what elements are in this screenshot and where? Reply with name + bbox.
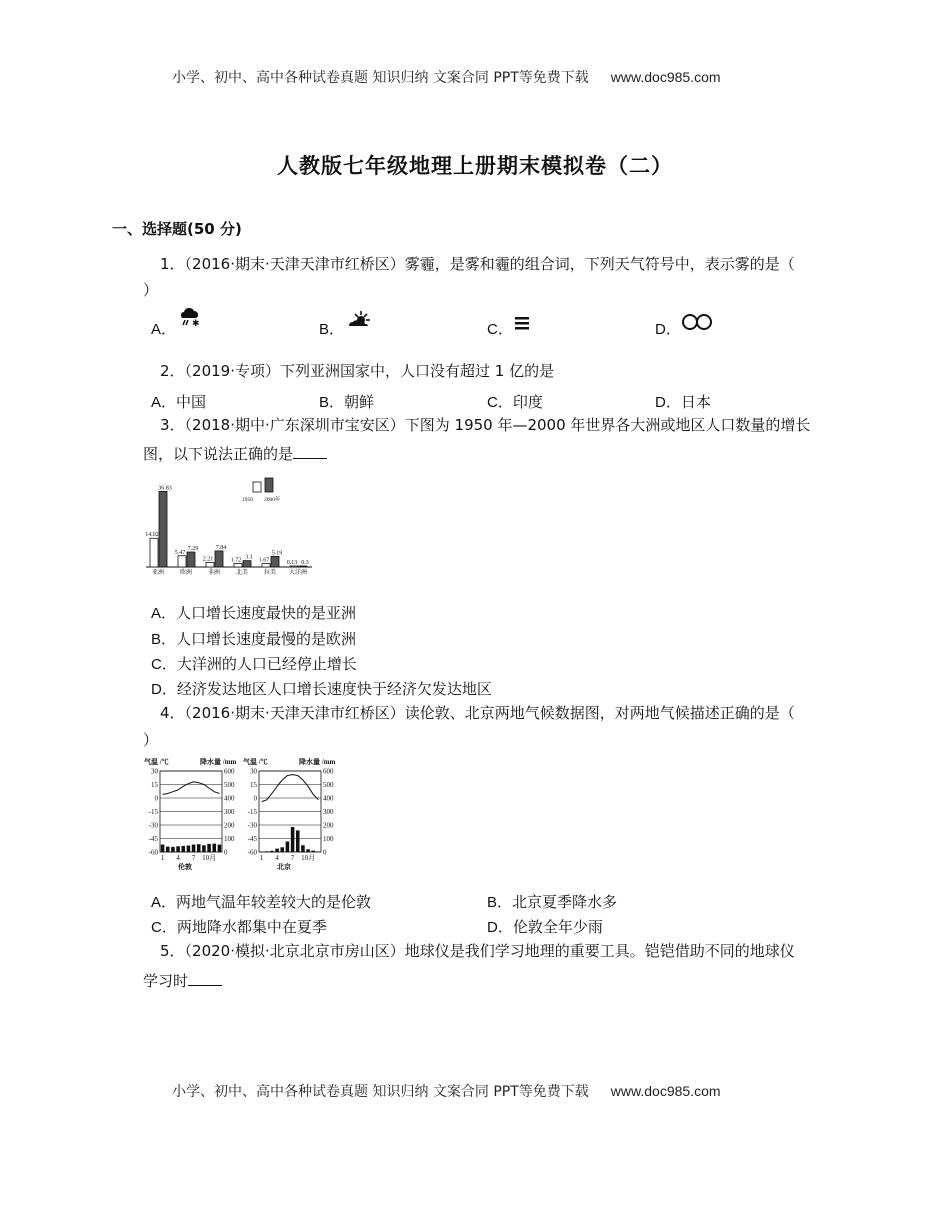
climate-panel-北京	[243, 757, 336, 871]
precip-tick: 100	[224, 835, 235, 843]
q1-option-c-key: C．	[487, 321, 513, 338]
q4-option-c-key: C．	[151, 919, 177, 936]
q2-option-d[interactable]	[655, 391, 711, 412]
q1-option-b-key: B．	[319, 321, 345, 338]
bar-2000年-非洲	[215, 551, 223, 567]
q3-option-c-text: 大洋洲的人口已经停止增长	[176, 655, 357, 673]
q5-stem-cont	[143, 968, 222, 994]
bar-label-2000年-非洲: 7.84	[215, 544, 227, 551]
footer-url[interactable]: www.doc985.com	[610, 1083, 721, 1099]
climate-charts	[142, 757, 342, 877]
q1-option-c[interactable]	[487, 318, 513, 339]
q2-option-c-key: C．	[487, 394, 513, 411]
month-tick: 10月	[301, 854, 316, 862]
bar-1950-亚洲	[150, 538, 158, 567]
month-tick: 1	[160, 854, 165, 862]
precip-bar-伦敦-2	[166, 847, 170, 852]
climate-panel-伦敦	[144, 757, 237, 871]
q5-answer-blank[interactable]	[188, 971, 222, 986]
q2-option-a-text: 中国	[176, 393, 207, 411]
q3-answer-blank[interactable]	[293, 444, 327, 459]
page-footer	[172, 1081, 721, 1101]
month-tick: 7	[290, 854, 295, 862]
bar-label-2000年-北美: 3.1	[245, 554, 253, 561]
bar-label-2000年-欧洲: 7.29	[187, 546, 199, 553]
legend-swatch-2000年	[265, 478, 273, 492]
q4-option-a-text: 两地气温年较差较大的是伦敦	[176, 893, 372, 911]
precip-bar-北京-9	[301, 845, 305, 852]
precip-bar-伦敦-12	[218, 845, 222, 852]
page-header	[172, 67, 721, 87]
month-tick: 7	[191, 854, 196, 862]
q2-option-c[interactable]	[487, 391, 543, 412]
q3-stem: 3．（2018·期中·广东深圳市宝安区）下图为 1950 年—2000 年世界各大洲或地区人口数量的增长	[160, 416, 811, 434]
precip-axis-label: 降水量 /mm	[299, 758, 336, 766]
sleet-snow-icon	[179, 306, 203, 328]
q3-option-d-text: 经济发达地区人口增长速度快于经济欠发达地区	[176, 680, 492, 698]
q2-option-a[interactable]	[151, 391, 206, 412]
month-tick: 4	[176, 854, 180, 862]
svg-text:✱: ✱	[192, 318, 200, 328]
temp-axis-label: 气温 /℃	[243, 758, 268, 766]
precip-bar-伦敦-3	[171, 847, 175, 852]
sun-cloud-icon	[347, 310, 373, 330]
q1-option-b[interactable]	[319, 318, 344, 339]
q3-option-d-key: D．	[151, 681, 177, 698]
temp-tick: -45	[148, 835, 158, 843]
q4-option-d[interactable]	[487, 916, 603, 937]
precip-tick: 0	[323, 848, 327, 857]
category-label-亚洲: 亚洲	[151, 570, 165, 575]
q4-option-b[interactable]	[487, 891, 617, 912]
q2-option-b-key: B．	[319, 394, 345, 411]
legend-label-2000年: 2000年	[264, 497, 281, 503]
q3-option-a-text: 人口增长速度最快的是亚洲	[176, 604, 357, 622]
category-label-欧洲: 欧洲	[179, 570, 193, 575]
bar-1950-北美	[234, 563, 242, 567]
q1-option-a[interactable]	[151, 318, 200, 339]
population-growth-chart	[140, 470, 315, 575]
q4-option-a-key: A．	[151, 894, 177, 911]
precip-bar-伦敦-10	[207, 844, 211, 852]
precip-bar-伦敦-6	[187, 846, 191, 852]
temp-tick: -45	[247, 835, 257, 843]
category-label-拉美: 拉美	[263, 570, 277, 575]
precip-axis-label: 降水量 /mm	[200, 758, 237, 766]
q3-option-b[interactable]	[151, 628, 356, 649]
precip-bar-北京-11	[311, 851, 315, 852]
temp-tick: -30	[247, 821, 257, 830]
q4-option-b-key: B．	[487, 894, 513, 911]
precip-bar-北京-2	[265, 851, 269, 852]
precip-tick: 200	[224, 821, 235, 830]
category-label-北美: 北美	[235, 570, 249, 575]
temp-axis-label: 气温 /℃	[144, 758, 169, 766]
header-text: 小学、初中、高中各种试卷真题 知识归纳 文案合同 PPT等免费下载	[172, 70, 589, 86]
section-heading: 一、选择题(50 分)	[112, 220, 242, 238]
temp-tick: -30	[148, 821, 158, 830]
precip-bar-伦敦-8	[197, 844, 201, 852]
precip-tick: 400	[323, 794, 334, 803]
q3-option-b-text: 人口增长速度最慢的是欧洲	[176, 630, 357, 648]
month-tick: 1	[259, 854, 264, 862]
month-tick: 4	[275, 854, 279, 862]
q5-stem: 5．（2020·模拟·北京北京市房山区）地球仪是我们学习地理的重要工具。铠铠借助不同的地球仪	[160, 942, 795, 960]
page-title: 人教版七年级地理上册期末模拟卷（二）	[277, 154, 673, 178]
q1-stem: 1．（2016·期末·天津天津市红桥区）雾霾，是雾和霾的组合词，下列天气符号中，表示雾的是（	[160, 255, 795, 273]
category-label-非洲: 非洲	[207, 570, 221, 575]
temp-tick: 0	[154, 794, 158, 803]
temp-line-北京	[262, 775, 319, 802]
precip-bar-伦敦-1	[161, 845, 165, 852]
header-url[interactable]: www.doc985.com	[610, 69, 721, 85]
precip-tick: 500	[224, 781, 235, 789]
month-tick: 10月	[202, 854, 217, 862]
q3-stem-cont-text: 图，以下说法正确的是	[143, 445, 294, 463]
bar-label-2000年-大洋洲: 0.3	[301, 560, 309, 566]
precip-bar-伦敦-4	[176, 846, 180, 852]
precip-bar-伦敦-5	[181, 846, 185, 852]
precip-tick: 300	[224, 808, 235, 816]
q3-option-d[interactable]	[151, 678, 492, 699]
precip-bar-北京-6	[286, 841, 290, 852]
q3-option-a-key: A．	[151, 605, 177, 622]
haze-infinity-icon	[681, 312, 715, 332]
q2-option-d-text: 日本	[680, 393, 711, 411]
q3-option-a[interactable]	[151, 602, 356, 623]
q1-stem-cont: ）	[143, 281, 159, 299]
q4-option-d-text: 伦敦全年少雨	[512, 918, 603, 936]
q5-stem-cont-text: 学习时	[143, 972, 189, 990]
precip-bar-北京-7	[291, 827, 295, 852]
q2-option-a-key: A．	[151, 394, 177, 411]
q3-option-c[interactable]	[151, 653, 357, 674]
bar-label-1950-大洋洲: 0.13	[286, 560, 298, 566]
q3-option-b-key: B．	[151, 631, 177, 648]
precip-bar-北京-5	[280, 847, 284, 852]
q2-option-b[interactable]	[319, 391, 374, 412]
q4-stem: 4．（2016·期末·天津天津市红桥区）读伦敦、北京两地气候数据图，对两地气候描述正确的是（	[160, 704, 795, 722]
bar-label-2000年-拉美: 5.19	[271, 550, 283, 557]
bar-1950-非洲	[206, 562, 214, 567]
q2-option-c-text: 印度	[512, 393, 543, 411]
temp-tick: 30	[151, 767, 158, 776]
bar-1950-欧洲	[178, 556, 186, 567]
bar-2000年-大洋洲	[299, 566, 307, 567]
bar-2000年-亚洲	[159, 491, 167, 567]
precip-tick: 500	[323, 781, 334, 789]
precip-tick: 200	[323, 821, 334, 830]
bar-label-1950-拉美: 1.67	[258, 557, 270, 564]
precip-tick: 400	[224, 794, 235, 803]
q4-stem-cont: ）	[143, 731, 159, 749]
fog-lines-icon	[514, 316, 532, 332]
temp-tick: -60	[148, 848, 158, 857]
legend-swatch-1950	[253, 482, 261, 492]
q1-option-d[interactable]	[655, 318, 681, 339]
q3-option-c-key: C．	[151, 656, 177, 673]
precip-bar-北京-8	[296, 830, 300, 852]
precip-tick: 600	[323, 767, 334, 776]
q4-option-c[interactable]	[151, 916, 327, 937]
bar-2000年-拉美	[271, 556, 279, 567]
category-label-大洋洲: 大洋洲	[288, 570, 308, 575]
panel-name-北京: 北京	[277, 863, 291, 871]
q1-option-a-key: A．	[151, 321, 177, 338]
panel-name-伦敦: 伦敦	[178, 863, 192, 871]
bar-label-2000年-亚洲: 36.83	[158, 485, 172, 492]
temp-line-伦敦	[163, 782, 220, 795]
legend-label-1950: 1950	[242, 497, 253, 503]
q2-stem: 2．（2019·专项）下列亚洲国家中，人口没有超过 1 亿的是	[160, 362, 555, 380]
temp-tick: -15	[148, 808, 158, 816]
bar-label-1950-亚洲: 14.02	[145, 532, 159, 539]
bar-2000年-欧洲	[187, 552, 195, 567]
precip-tick: 0	[224, 848, 228, 857]
temp-tick: 0	[253, 794, 257, 803]
temp-tick: -60	[247, 848, 257, 857]
q3-stem-cont	[143, 441, 327, 467]
precip-bar-北京-3	[270, 851, 274, 852]
q4-option-b-text: 北京夏季降水多	[512, 893, 618, 911]
temp-tick: 30	[250, 767, 257, 776]
bar-label-1950-非洲: 2.21	[202, 556, 214, 563]
q2-option-d-key: D．	[655, 394, 681, 411]
q2-option-b-text: 朝鲜	[344, 393, 375, 411]
precip-bar-伦敦-11	[212, 844, 216, 852]
temp-tick: 15	[151, 781, 158, 789]
precip-tick: 600	[224, 767, 235, 776]
precip-tick: 300	[323, 808, 334, 816]
temp-tick: 15	[250, 781, 257, 789]
q1-option-d-key: D．	[655, 321, 681, 338]
precip-tick: 100	[323, 835, 334, 843]
precip-bar-北京-10	[306, 849, 310, 852]
bar-2000年-北美	[243, 561, 251, 567]
q4-option-c-text: 两地降水都集中在夏季	[176, 918, 327, 936]
precip-bar-伦敦-7	[192, 845, 196, 852]
bar-label-1950-北美: 1.72	[230, 557, 242, 564]
q4-option-d-key: D．	[487, 919, 513, 936]
precip-bar-北京-4	[275, 849, 279, 852]
bar-1950-大洋洲	[290, 566, 298, 567]
bar-label-1950-欧洲: 5.47	[174, 549, 186, 556]
temp-tick: -15	[247, 808, 257, 816]
bar-1950-拉美	[262, 564, 270, 567]
precip-bar-伦敦-9	[202, 845, 206, 852]
q4-option-a[interactable]	[151, 891, 371, 912]
footer-text: 小学、初中、高中各种试卷真题 知识归纳 文案合同 PPT等免费下载	[172, 1084, 589, 1100]
